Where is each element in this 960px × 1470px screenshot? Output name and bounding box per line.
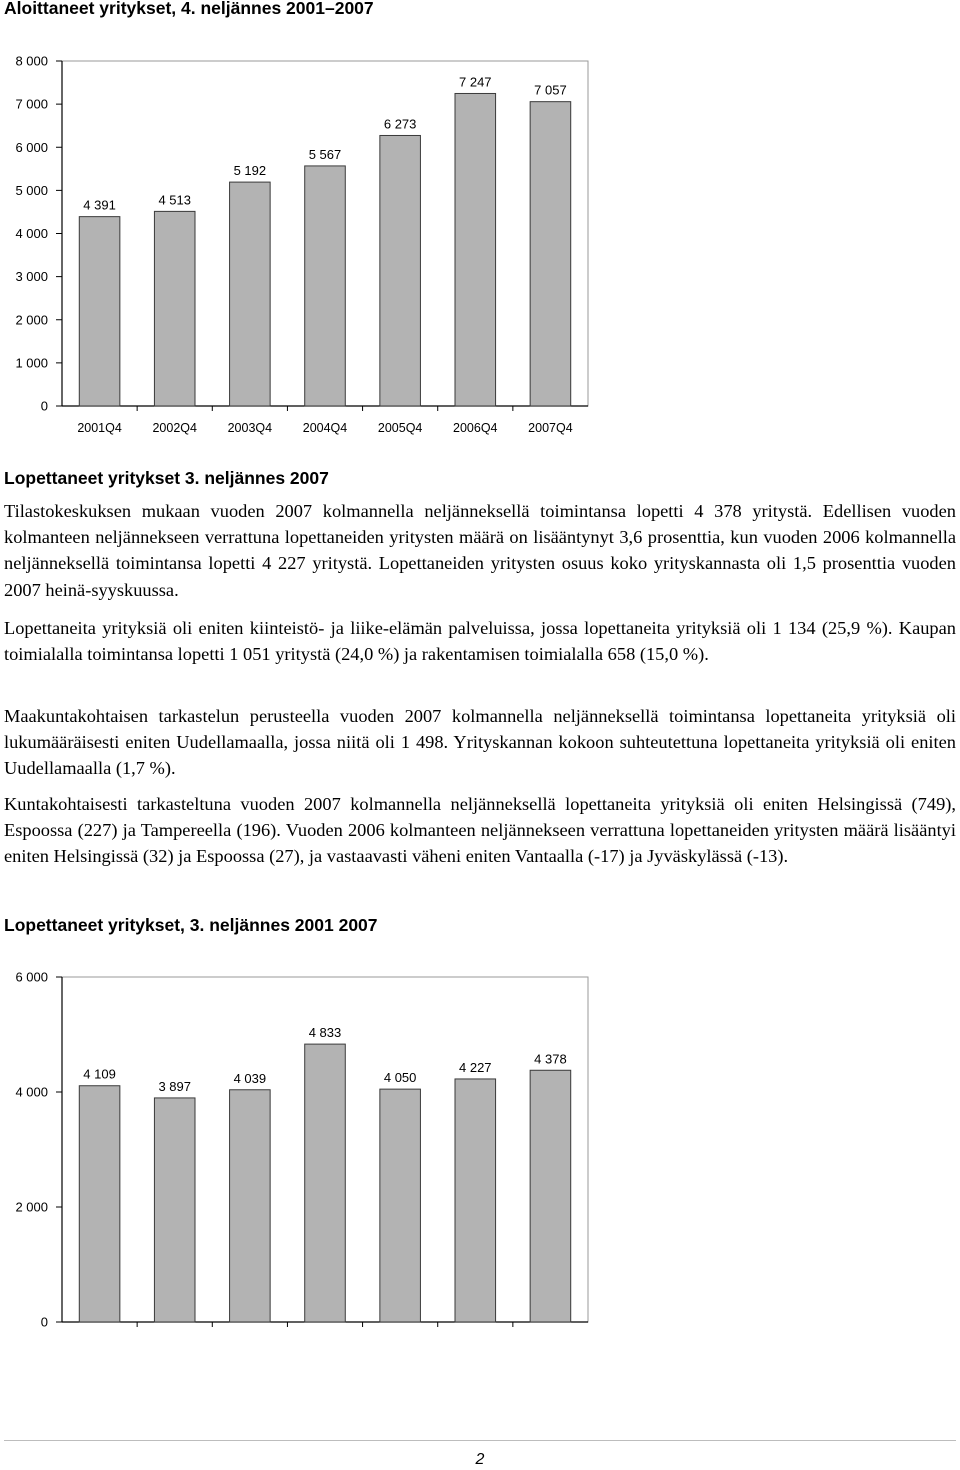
data-label: 4 513 [158, 192, 191, 208]
data-label: 4 378 [534, 1051, 567, 1067]
x-tick-label: 2003Q4 [227, 421, 273, 435]
data-label: 5 567 [308, 146, 342, 162]
x-tick-label: 2006Q4 [453, 421, 498, 435]
data-label: 4 109 [83, 1066, 116, 1082]
y-tick-label: 0 [40, 1314, 48, 1330]
chart-2-title: Lopettaneet yritykset, 3. neljännes 2001 2007 [4, 915, 378, 935]
chart-closed-enterprises [0, 960, 600, 1340]
x-tick-label: 2001Q4 [77, 421, 122, 435]
x-tick-label: 2005Q4 [377, 421, 423, 435]
y-tick-label: 2 000 [15, 1199, 48, 1215]
bar [79, 217, 120, 406]
data-label: 6 273 [383, 116, 417, 132]
y-tick-label: 4 000 [15, 1084, 48, 1100]
bar [380, 1089, 421, 1322]
data-label: 7 057 [534, 82, 567, 98]
paragraph-4: Kuntakohtaisesti tarkasteltuna vuoden 2007 kolmannella neljänneksellä lopettaneita yrityksiä oli eniten Helsingissä (749), Espoossa (227) ja Tampereella (196). Vuoden 2006 kolmanteen neljännekseen verrattuna lopettaneiden yritysten määrä lisääntyi eniten Helsingissä (32) ja Espoossa (27), ja vastaavasti väheni eniten Vantaalla (-17) ja Jyväskylässä (-13). [4, 794, 956, 867]
bar [455, 1079, 496, 1322]
bar [230, 1090, 271, 1322]
bar [305, 166, 346, 406]
paragraph-1: Tilastokeskuksen mukaan vuoden 2007 kolmannella neljänneksellä toimintansa lopetti 4 378 yritystä. Edellisen vuoden kolmanteen neljännekseen verrattuna lopettaneiden yritysten määrä on lisääntynyt 3,6 prosenttia, kun vuoden 2006 kolmannella neljänneksellä toimintansa lopetti 4 227 yritystä. Lopettaneiden yritysten osuus koko yrityskannasta oli 1,5 prosenttia vuoden 2007 heinä-syyskuussa. [4, 501, 956, 600]
footer-rule [4, 1440, 956, 1441]
section-title: Lopettaneet yritykset 3. neljännes 2007 [4, 468, 329, 488]
y-tick-label: 2 000 [15, 312, 48, 328]
y-tick-label: 3 000 [15, 269, 48, 285]
bar [230, 182, 271, 406]
bar [455, 93, 496, 406]
data-label: 7 247 [459, 74, 492, 90]
bar [530, 1070, 571, 1322]
bar [305, 1044, 346, 1322]
y-tick-label: 7 000 [15, 96, 48, 112]
x-tick-label: 2007Q4 [528, 421, 573, 435]
chart-1-title: Aloittaneet yritykset, 4. neljännes 2001–2007 [4, 0, 374, 18]
bar [154, 1098, 195, 1322]
bar [380, 135, 421, 406]
data-label: 4 039 [233, 1070, 267, 1086]
data-label: 4 050 [383, 1070, 417, 1086]
data-label: 4 833 [308, 1025, 342, 1041]
paragraph-3: Maakuntakohtaisen tarkastelun perusteella vuoden 2007 kolmannella neljänneksellä toimintansa lopettaneita yrityksiä oli lukumääräisesti eniten Uudellamaalla, jossa niitä oli 1 498. Yrityskannan kokoon suhteutettuna lopettaneita yrityksiä oli eniten Uudellamaalla (1,7 %). [4, 706, 956, 779]
bar [530, 102, 571, 406]
x-tick-label: 2004Q4 [302, 421, 348, 435]
paragraph-2: Lopettaneita yrityksiä oli eniten kiinteistö- ja liike-elämän palveluissa, jossa lopettaneita yrityksiä oli 1 134 (25,9 %). Kaupan toimialalla toimintansa lopetti 1 051 yritystä (24,0 %) ja rakentamisen toimialalla 658 (15,0 %). [4, 618, 956, 665]
data-label: 3 897 [158, 1078, 191, 1094]
y-tick-label: 0 [40, 398, 48, 414]
y-tick-label: 6 000 [15, 139, 48, 155]
page-number: 2 [475, 1451, 485, 1468]
y-tick-label: 6 000 [15, 969, 48, 985]
x-tick-label: 2002Q4 [152, 421, 197, 435]
y-tick-label: 1 000 [15, 355, 48, 371]
bar [154, 211, 195, 406]
data-label: 4 391 [83, 197, 116, 213]
chart-new-enterprises [0, 40, 600, 485]
y-tick-label: 8 000 [15, 53, 48, 69]
data-label: 5 192 [233, 163, 267, 179]
y-tick-label: 4 000 [15, 226, 48, 241]
data-label: 4 227 [459, 1059, 492, 1075]
y-tick-label: 5 000 [15, 182, 48, 198]
bar [79, 1086, 120, 1322]
